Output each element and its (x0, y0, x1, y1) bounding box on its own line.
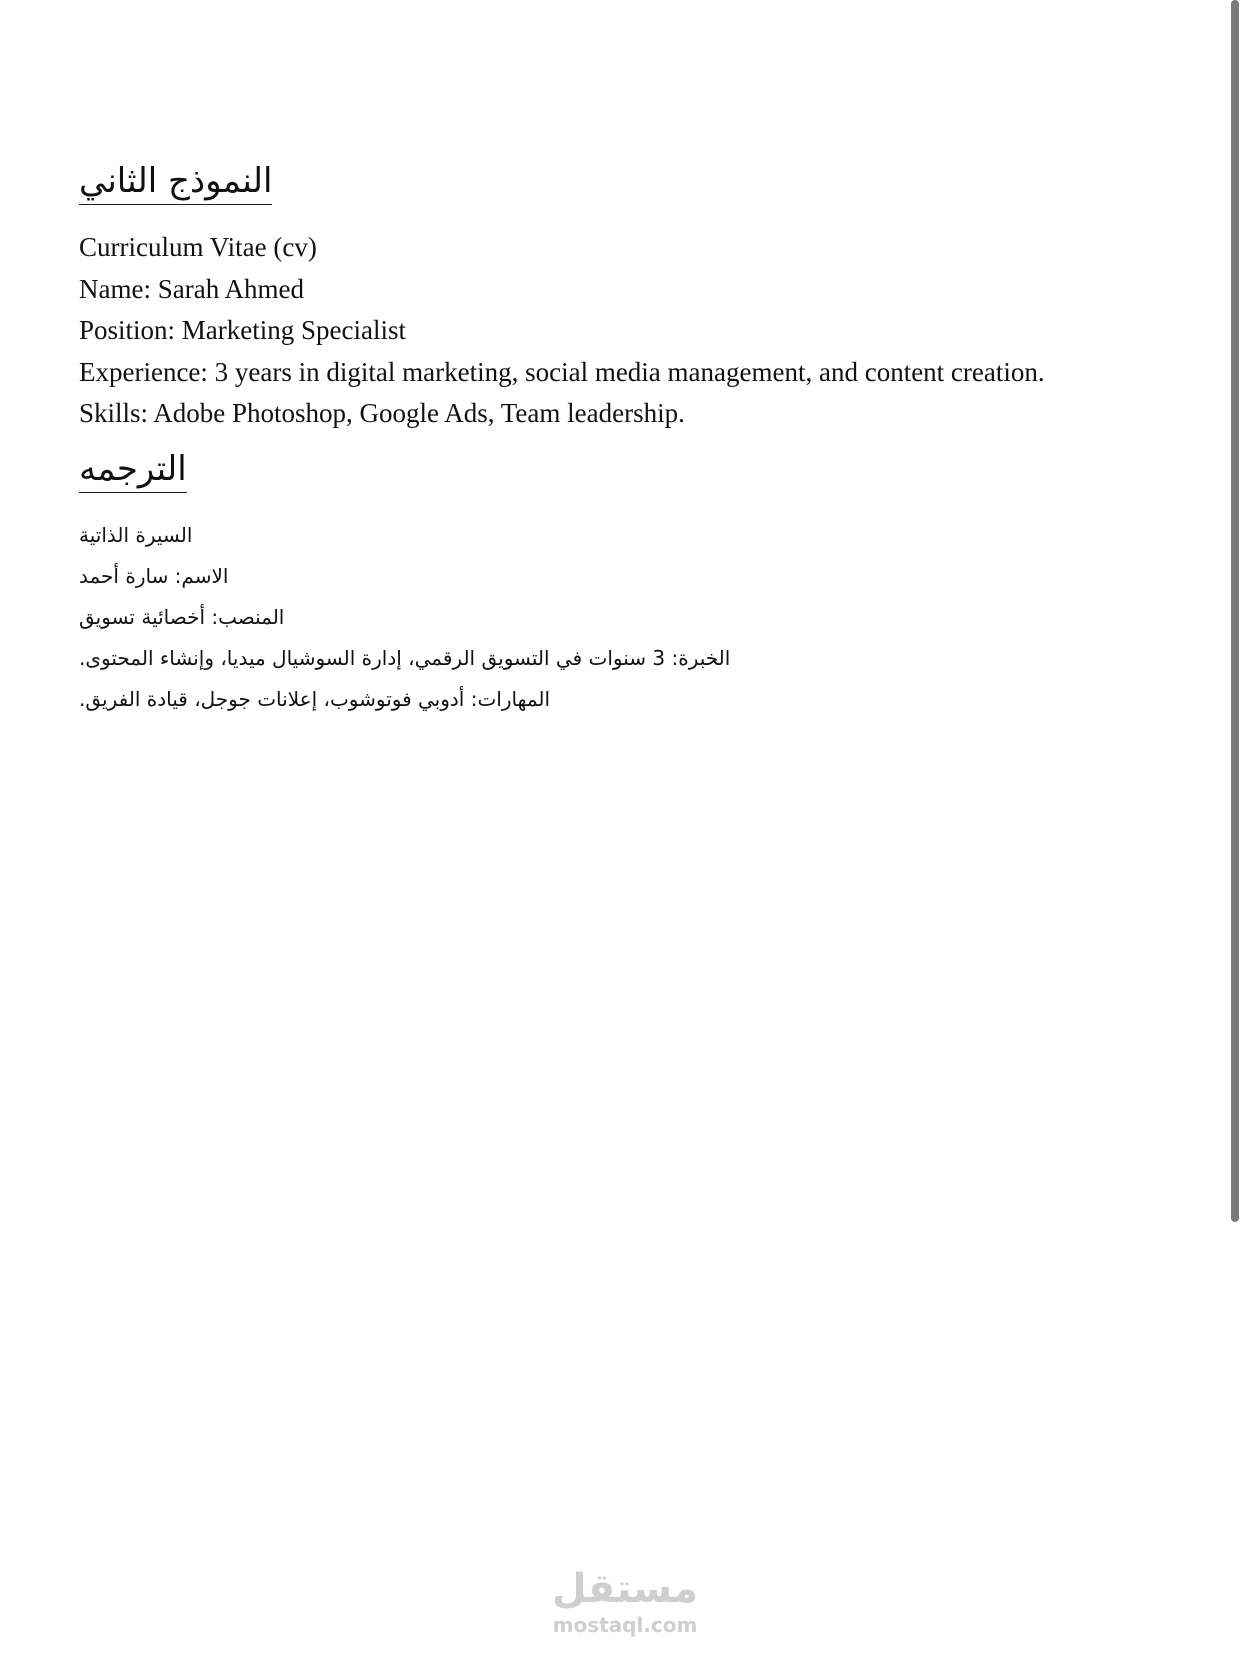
scrollbar-thumb[interactable] (1231, 0, 1239, 1222)
arabic-cv-text (79, 515, 730, 720)
heading-underline (79, 492, 187, 493)
ar-position-line: المنصب: أخصائية تسويق (79, 605, 285, 629)
ar-experience-line: الخبرة: 3 سنوات في التسويق الرقمي، إدارة السوشيال ميديا، وإنشاء المحتوى. (79, 646, 731, 670)
ar-title-line: السيرة الذاتية (79, 523, 193, 547)
section-heading-model-two (79, 160, 272, 205)
watermark-arabic-text: مستقل (551, 1566, 699, 1612)
heading-text: الترجمه (79, 449, 187, 489)
cv-title-line: Curriculum Vitae (cv) (79, 232, 317, 262)
cv-name-line: Name: Sarah Ahmed (79, 273, 304, 304)
mostaql-watermark-logo (540, 1565, 710, 1637)
cv-position-line: Position: Marketing Specialist (79, 315, 406, 345)
english-cv-text (79, 227, 1045, 435)
ar-name-line: الاسم: سارة أحمد (79, 564, 229, 588)
heading-text: النموذج الثاني (79, 161, 273, 201)
section-heading-translation (79, 448, 187, 493)
cv-skills-line: Skills: Adobe Photoshop, Google Ads, Team leadership. (79, 398, 685, 428)
heading-underline (79, 204, 272, 205)
ar-skills-line: المهارات: أدوبي فوتوشوب، إعلانات جوجل، قيادة الفريق. (79, 687, 551, 711)
vertical-scrollbar[interactable] (1230, 0, 1242, 1678)
cv-experience-line: Experience: 3 years in digital marketing, social media management, and content creation. (79, 356, 1045, 387)
watermark-english-text: mostaql.com (552, 1613, 698, 1637)
